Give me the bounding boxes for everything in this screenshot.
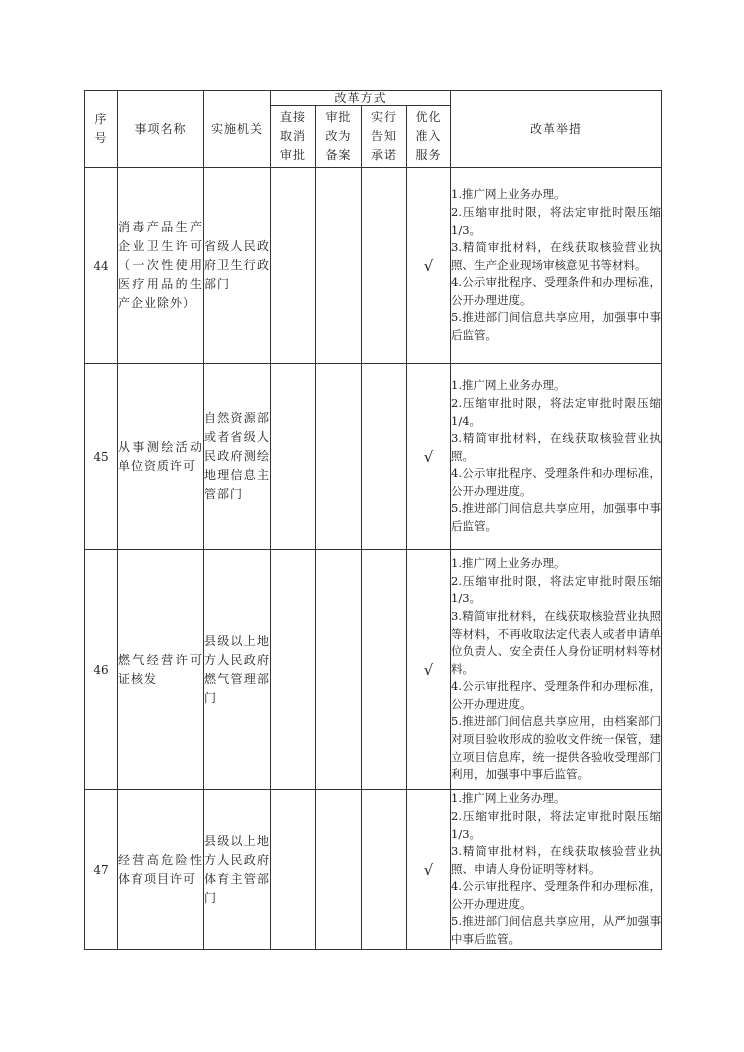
row-agency: 县级以上地方人民政府燃气管理部门 (204, 550, 271, 790)
row-seq: 44 (85, 168, 118, 364)
measure-item: 5.推进部门间信息共享应用，加强事中事后监管。 (451, 310, 662, 343)
row-mark-cancel (271, 364, 316, 550)
measure-item: 2.压缩审批时限，将法定审批时限压缩1/4。 (451, 395, 662, 428)
measure-item: 5.推进部门间信息共享应用，由档案部门对项目验收形成的验收文件统一保管，建立项目信息库，统一提供各验收受理部门利用，加强事中事后监管。 (451, 714, 662, 782)
row-agency: 自然资源部或者省级人民政府测绘地理信息主管部门 (204, 364, 271, 550)
row-agency: 省级人民政府卫生行政部门 (204, 168, 271, 364)
row-measures (451, 550, 662, 790)
row-mark-filing (316, 364, 362, 550)
measure-item: 4.公示审批程序、受理条件和办理标准，公开办理进度。 (451, 679, 662, 711)
measure-item: 1.推广网上业务办理。 (451, 556, 566, 571)
measure-item: 2.压缩审批时限，将法定审批时限压缩1/3。 (451, 808, 662, 841)
row-mark-filing (316, 168, 362, 364)
measure-item: 5.推进部门间信息共享应用，从严加强事中事后监管。 (451, 914, 662, 947)
row-seq: 46 (85, 550, 118, 790)
row-mark-optimize: √ (407, 364, 451, 550)
row-mark-commitment (362, 790, 407, 950)
measure-item: 4.公示审批程序、受理条件和办理标准，公开办理进度。 (451, 879, 662, 911)
row-item-name: 消毒产品生产企业卫生许可（一次性使用医疗用品的生产企业除外） (118, 168, 204, 364)
row-measures (451, 790, 662, 950)
table-row (85, 550, 662, 790)
row-seq: 45 (85, 364, 118, 550)
table-row (85, 364, 662, 550)
row-mark-cancel (271, 790, 316, 950)
row-measures (451, 364, 662, 550)
measure-item: 1.推广网上业务办理。 (451, 378, 566, 393)
row-mark-filing (316, 550, 362, 790)
row-item-name: 燃气经营许可证核发 (118, 550, 204, 790)
header-mode-filing: 审批 改为 备案 (316, 106, 362, 168)
row-mark-cancel (271, 550, 316, 790)
row-mark-commitment (362, 168, 407, 364)
row-measures (451, 168, 662, 364)
table-row (85, 168, 662, 364)
header-item-name: 事项名称 (118, 91, 204, 168)
header-mode-commitment: 实行 告知 承诺 (362, 106, 407, 168)
reform-table (84, 90, 662, 950)
measure-item: 3.精简审批材料，在线获取核验营业执照、生产企业现场审核意见书等材料。 (451, 240, 662, 272)
measure-item: 2.压缩审批时限，将法定审批时限压缩1/3。 (451, 573, 662, 606)
measure-item: 4.公示审批程序、受理条件和办理标准，公开办理进度。 (451, 466, 662, 498)
header-mode-optimize: 优化 准入 服务 (407, 106, 451, 168)
row-item-name: 从事测绘活动单位资质许可 (118, 364, 204, 550)
row-mark-cancel (271, 168, 316, 364)
measure-item: 3.精简审批材料，在线获取核验营业执照、申请人身份证明等材料。 (451, 844, 662, 876)
header-agency: 实施机关 (204, 91, 271, 168)
measure-item: 2.压缩审批时限，将法定审批时限压缩1/3。 (451, 204, 662, 237)
row-item-name: 经营高危险性体育项目许可 (118, 790, 204, 950)
row-agency: 县级以上地方人民政府体育主管部门 (204, 790, 271, 950)
measure-item: 1.推广网上业务办理。 (451, 187, 566, 202)
row-mark-optimize: √ (407, 550, 451, 790)
header-measures: 改革举措 (451, 91, 662, 168)
measure-item: 1.推广网上业务办理。 (451, 791, 566, 806)
measure-item: 4.公示审批程序、受理条件和办理标准，公开办理进度。 (451, 275, 662, 307)
measure-item: 3.精简审批材料，在线获取核验营业执照等材料，不再收取法定代表人或者申请单位负责人、安全责任人身份证明材料等材料。 (451, 608, 662, 676)
row-mark-filing (316, 790, 362, 950)
row-mark-optimize: √ (407, 790, 451, 950)
row-seq: 47 (85, 790, 118, 950)
row-mark-optimize: √ (407, 168, 451, 364)
measure-item: 5.推进部门间信息共享应用，加强事中事后监管。 (451, 501, 662, 534)
header-reform-mode: 改革方式 (271, 91, 451, 106)
table-row (85, 790, 662, 950)
row-mark-commitment (362, 364, 407, 550)
header-mode-cancel: 直接 取消 审批 (271, 106, 316, 168)
header-seq: 序 号 (85, 91, 118, 168)
measure-item: 3.精简审批材料，在线获取核验营业执照。 (451, 431, 662, 463)
row-mark-commitment (362, 550, 407, 790)
